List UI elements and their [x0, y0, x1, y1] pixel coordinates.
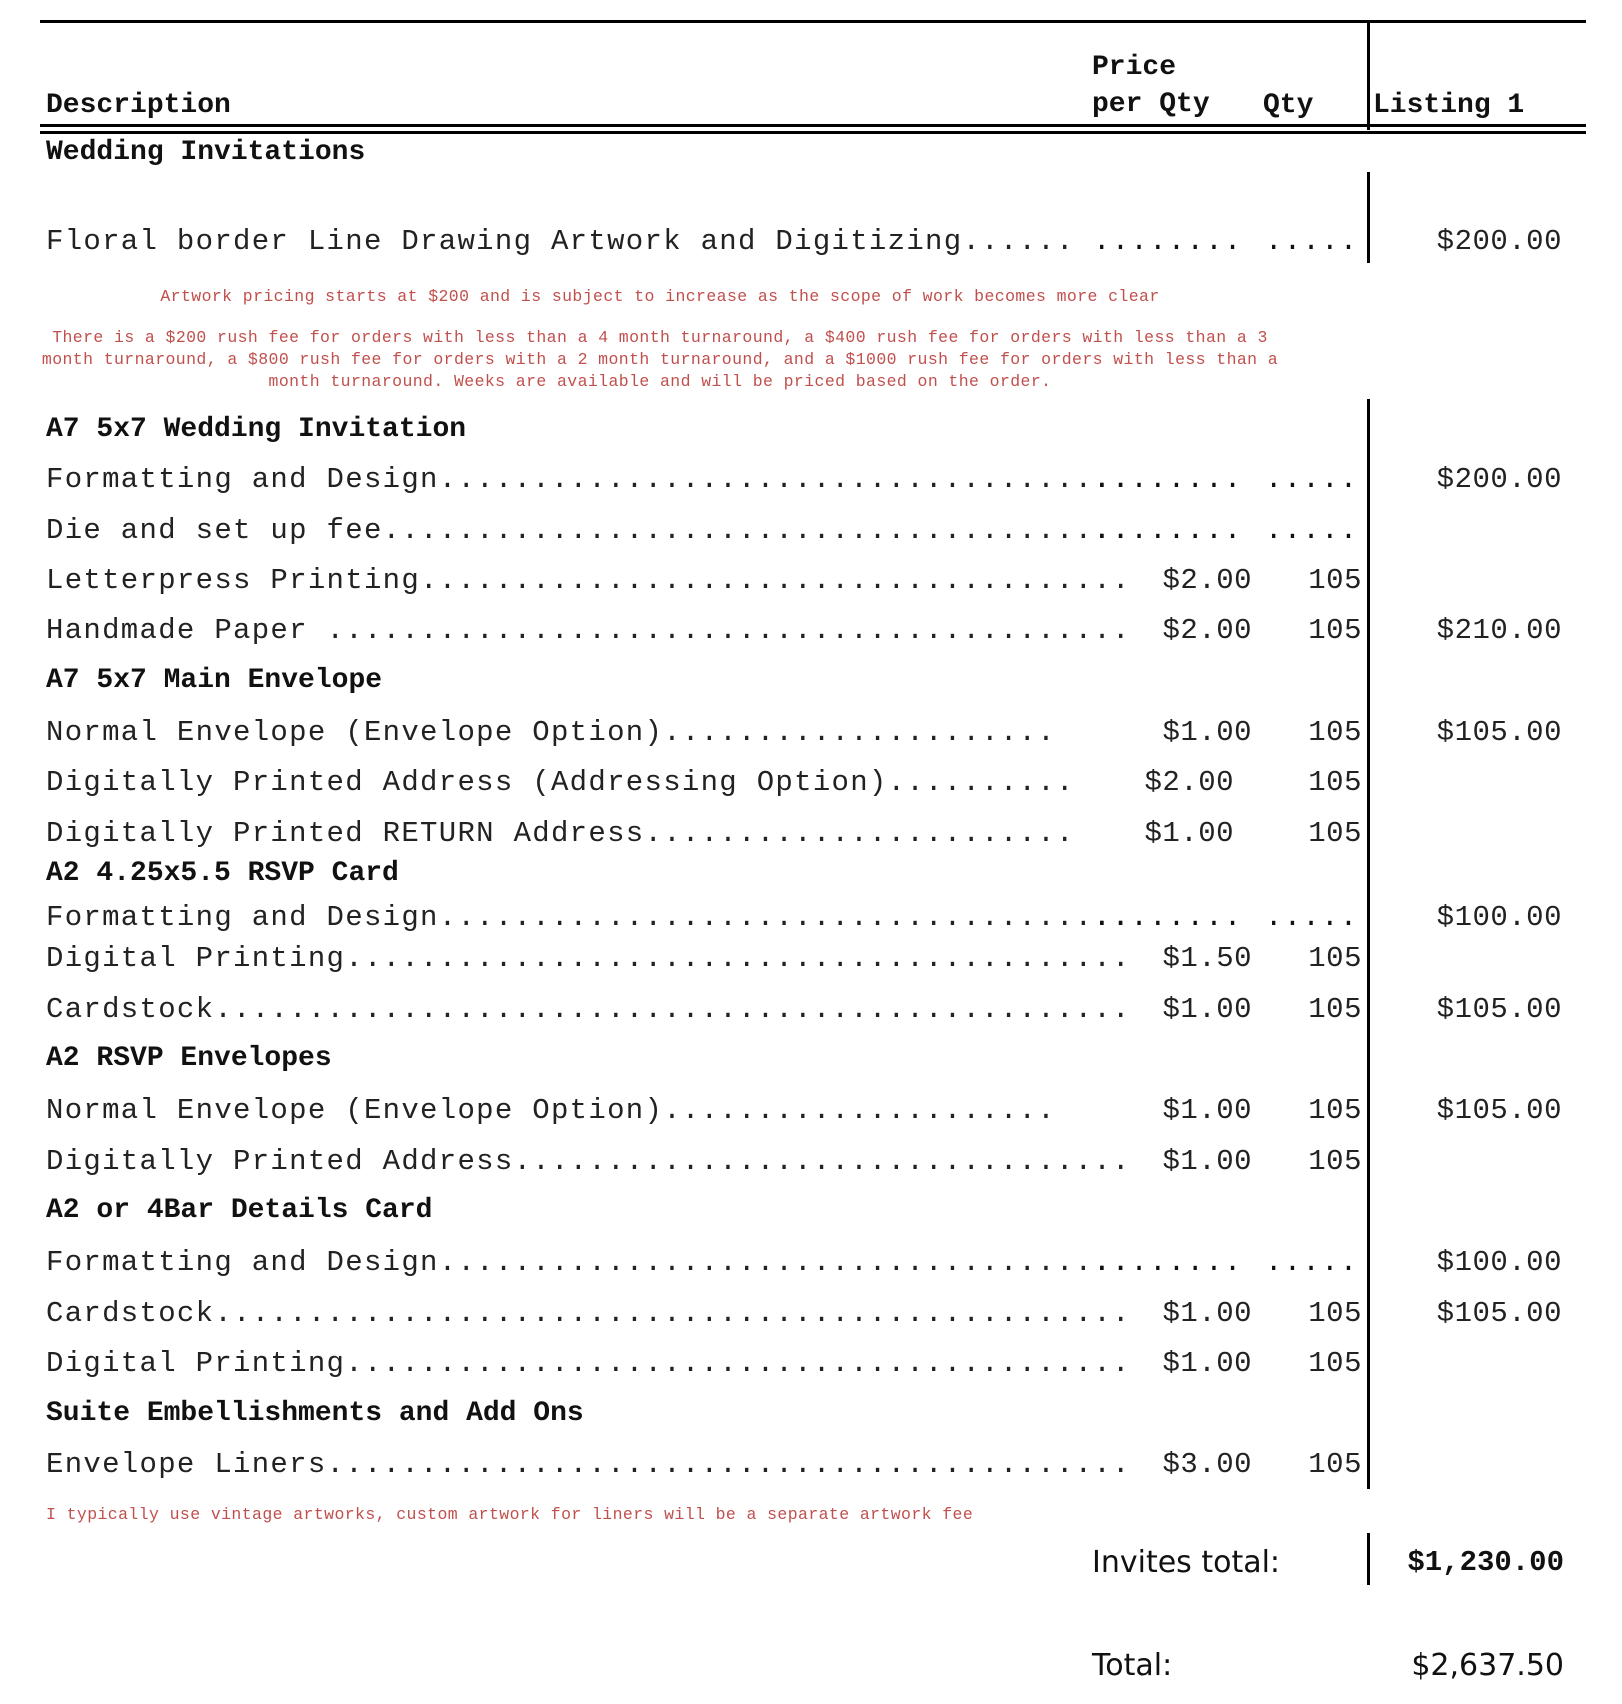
qty-filler: .....: [1265, 463, 1359, 496]
section-title: A2 RSVP Envelopes: [46, 1043, 332, 1074]
line-item-description: Formatting and Design.....................................: [46, 901, 1131, 934]
line-item-description: Formatting and Design.....................................: [46, 463, 1131, 496]
header-price-line1: Price: [1092, 52, 1177, 83]
rush-fee-note: There is a $200 rush fee for orders with less than a 4 month turnaround, a $400 rush fee for orders with less than a 3 month turnaround, a $800 rush fee for orders with a 2 month turnaround, and a $1000 rush fee for orders with less than a month turnaround. Weeks are available and will be priced based on the order.: [41, 328, 1279, 391]
line-item-description: Digital Printing..........................................: [46, 1347, 1131, 1380]
line-item-description: Digitally Printed Address.................................: [46, 1145, 1131, 1178]
invites-total-label: Invites total:: [1092, 1545, 1281, 1580]
line-item-qty: 105: [1308, 817, 1362, 850]
line-item-price: $1.00: [1162, 1145, 1252, 1178]
line-item-description: Digitally Printed RETURN Address.......................: [46, 817, 1075, 850]
line-item-qty: 105: [1308, 564, 1362, 597]
price-filler: ........: [1093, 463, 1243, 496]
liners-note: I typically use vintage artworks, custom artwork for liners will be a separate artwork fee: [46, 1505, 974, 1524]
line-item-description: Handmade Paper ...........................................: [46, 614, 1131, 647]
section-title: A2 or 4Bar Details Card: [46, 1195, 433, 1226]
line-item-amount: $105.00: [1436, 1094, 1562, 1127]
line-item-amount: $200.00: [1436, 463, 1562, 496]
line-item-description: Normal Envelope (Envelope Option).....................: [46, 1094, 1056, 1127]
qty-filler: .....: [1265, 1246, 1359, 1279]
header-price-line2: per Qty: [1092, 89, 1210, 120]
line-item-description: Letterpress Printing......................................: [46, 564, 1131, 597]
line-item-amount: $210.00: [1436, 614, 1562, 647]
header-rule-lower: [40, 131, 1586, 134]
header-description: Description: [46, 90, 231, 121]
price-filler: ........: [1093, 1246, 1243, 1279]
line-item-description: Floral border Line Drawing Artwork and Digitizing......: [46, 225, 1075, 258]
line-item-amount: $100.00: [1436, 901, 1562, 934]
line-item-description: Digitally Printed Address (Addressing Option)..........: [46, 766, 1075, 799]
line-item-price: $1.00: [1162, 1297, 1252, 1330]
line-item-price: $2.00: [1144, 766, 1234, 799]
line-item-description: Normal Envelope (Envelope Option).....................: [46, 716, 1056, 749]
grand-total-amount: $2,637.50: [1411, 1648, 1564, 1683]
line-item-amount: $105.00: [1436, 716, 1562, 749]
line-item-description: Cardstock.................................................: [46, 1297, 1131, 1330]
line-item-qty: 105: [1308, 1145, 1362, 1178]
top-rule: [40, 20, 1586, 23]
line-item-qty: 105: [1308, 1347, 1362, 1380]
line-item-price: $1.50: [1162, 942, 1252, 975]
line-item-price: $3.00: [1162, 1448, 1252, 1481]
line-item-qty: 105: [1308, 942, 1362, 975]
qty-filler: .....: [1265, 225, 1359, 258]
section-title: Wedding Invitations: [46, 137, 366, 168]
qty-filler: .....: [1265, 901, 1359, 934]
grand-total-label: Total:: [1092, 1648, 1173, 1683]
listing-divider-header: [1367, 22, 1370, 130]
line-item-description: Formatting and Design.....................................: [46, 1246, 1131, 1279]
line-item-price: $2.00: [1162, 614, 1252, 647]
line-item-qty: 105: [1308, 1448, 1362, 1481]
section-title: A2 4.25x5.5 RSVP Card: [46, 858, 399, 889]
section-title: A7 5x7 Wedding Invitation: [46, 414, 467, 445]
line-item-qty: 105: [1308, 614, 1362, 647]
line-item-price: $2.00: [1162, 564, 1252, 597]
line-item-amount: $100.00: [1436, 1246, 1562, 1279]
line-item-description: Die and set up fee........................................: [46, 514, 1131, 547]
line-item-amount: $200.00: [1436, 225, 1562, 258]
price-filler: ........: [1093, 225, 1243, 258]
line-item-description: Envelope Liners...........................................: [46, 1448, 1131, 1481]
header-listing: Listing 1: [1373, 90, 1525, 121]
line-item-description: Cardstock.................................................: [46, 993, 1131, 1026]
line-item-price: $1.00: [1162, 993, 1252, 1026]
line-item-price: $1.00: [1162, 1347, 1252, 1380]
line-item-price: $1.00: [1144, 817, 1234, 850]
header-qty: Qty: [1263, 90, 1314, 121]
line-item-qty: 105: [1308, 766, 1362, 799]
line-item-qty: 105: [1308, 1094, 1362, 1127]
section-title: A7 5x7 Main Envelope: [46, 665, 383, 696]
price-filler: ........: [1093, 901, 1243, 934]
invites-total-amount: $1,230.00: [1407, 1546, 1564, 1579]
line-item-qty: 105: [1308, 993, 1362, 1026]
line-item-description: Digital Printing..........................................: [46, 942, 1131, 975]
line-item-amount: $105.00: [1436, 993, 1562, 1026]
line-item-price: $1.00: [1162, 1094, 1252, 1127]
line-item-qty: 105: [1308, 1297, 1362, 1330]
section-title: Suite Embellishments and Add Ons: [46, 1398, 584, 1429]
header-rule-upper: [40, 124, 1586, 127]
line-item-price: $1.00: [1162, 716, 1252, 749]
line-item-qty: 105: [1308, 716, 1362, 749]
price-filler: ........: [1093, 514, 1243, 547]
line-item-amount: $105.00: [1436, 1297, 1562, 1330]
qty-filler: .....: [1265, 514, 1359, 547]
artwork-pricing-note: Artwork pricing starts at $200 and is subject to increase as the scope of work becomes more clear: [160, 287, 1160, 306]
